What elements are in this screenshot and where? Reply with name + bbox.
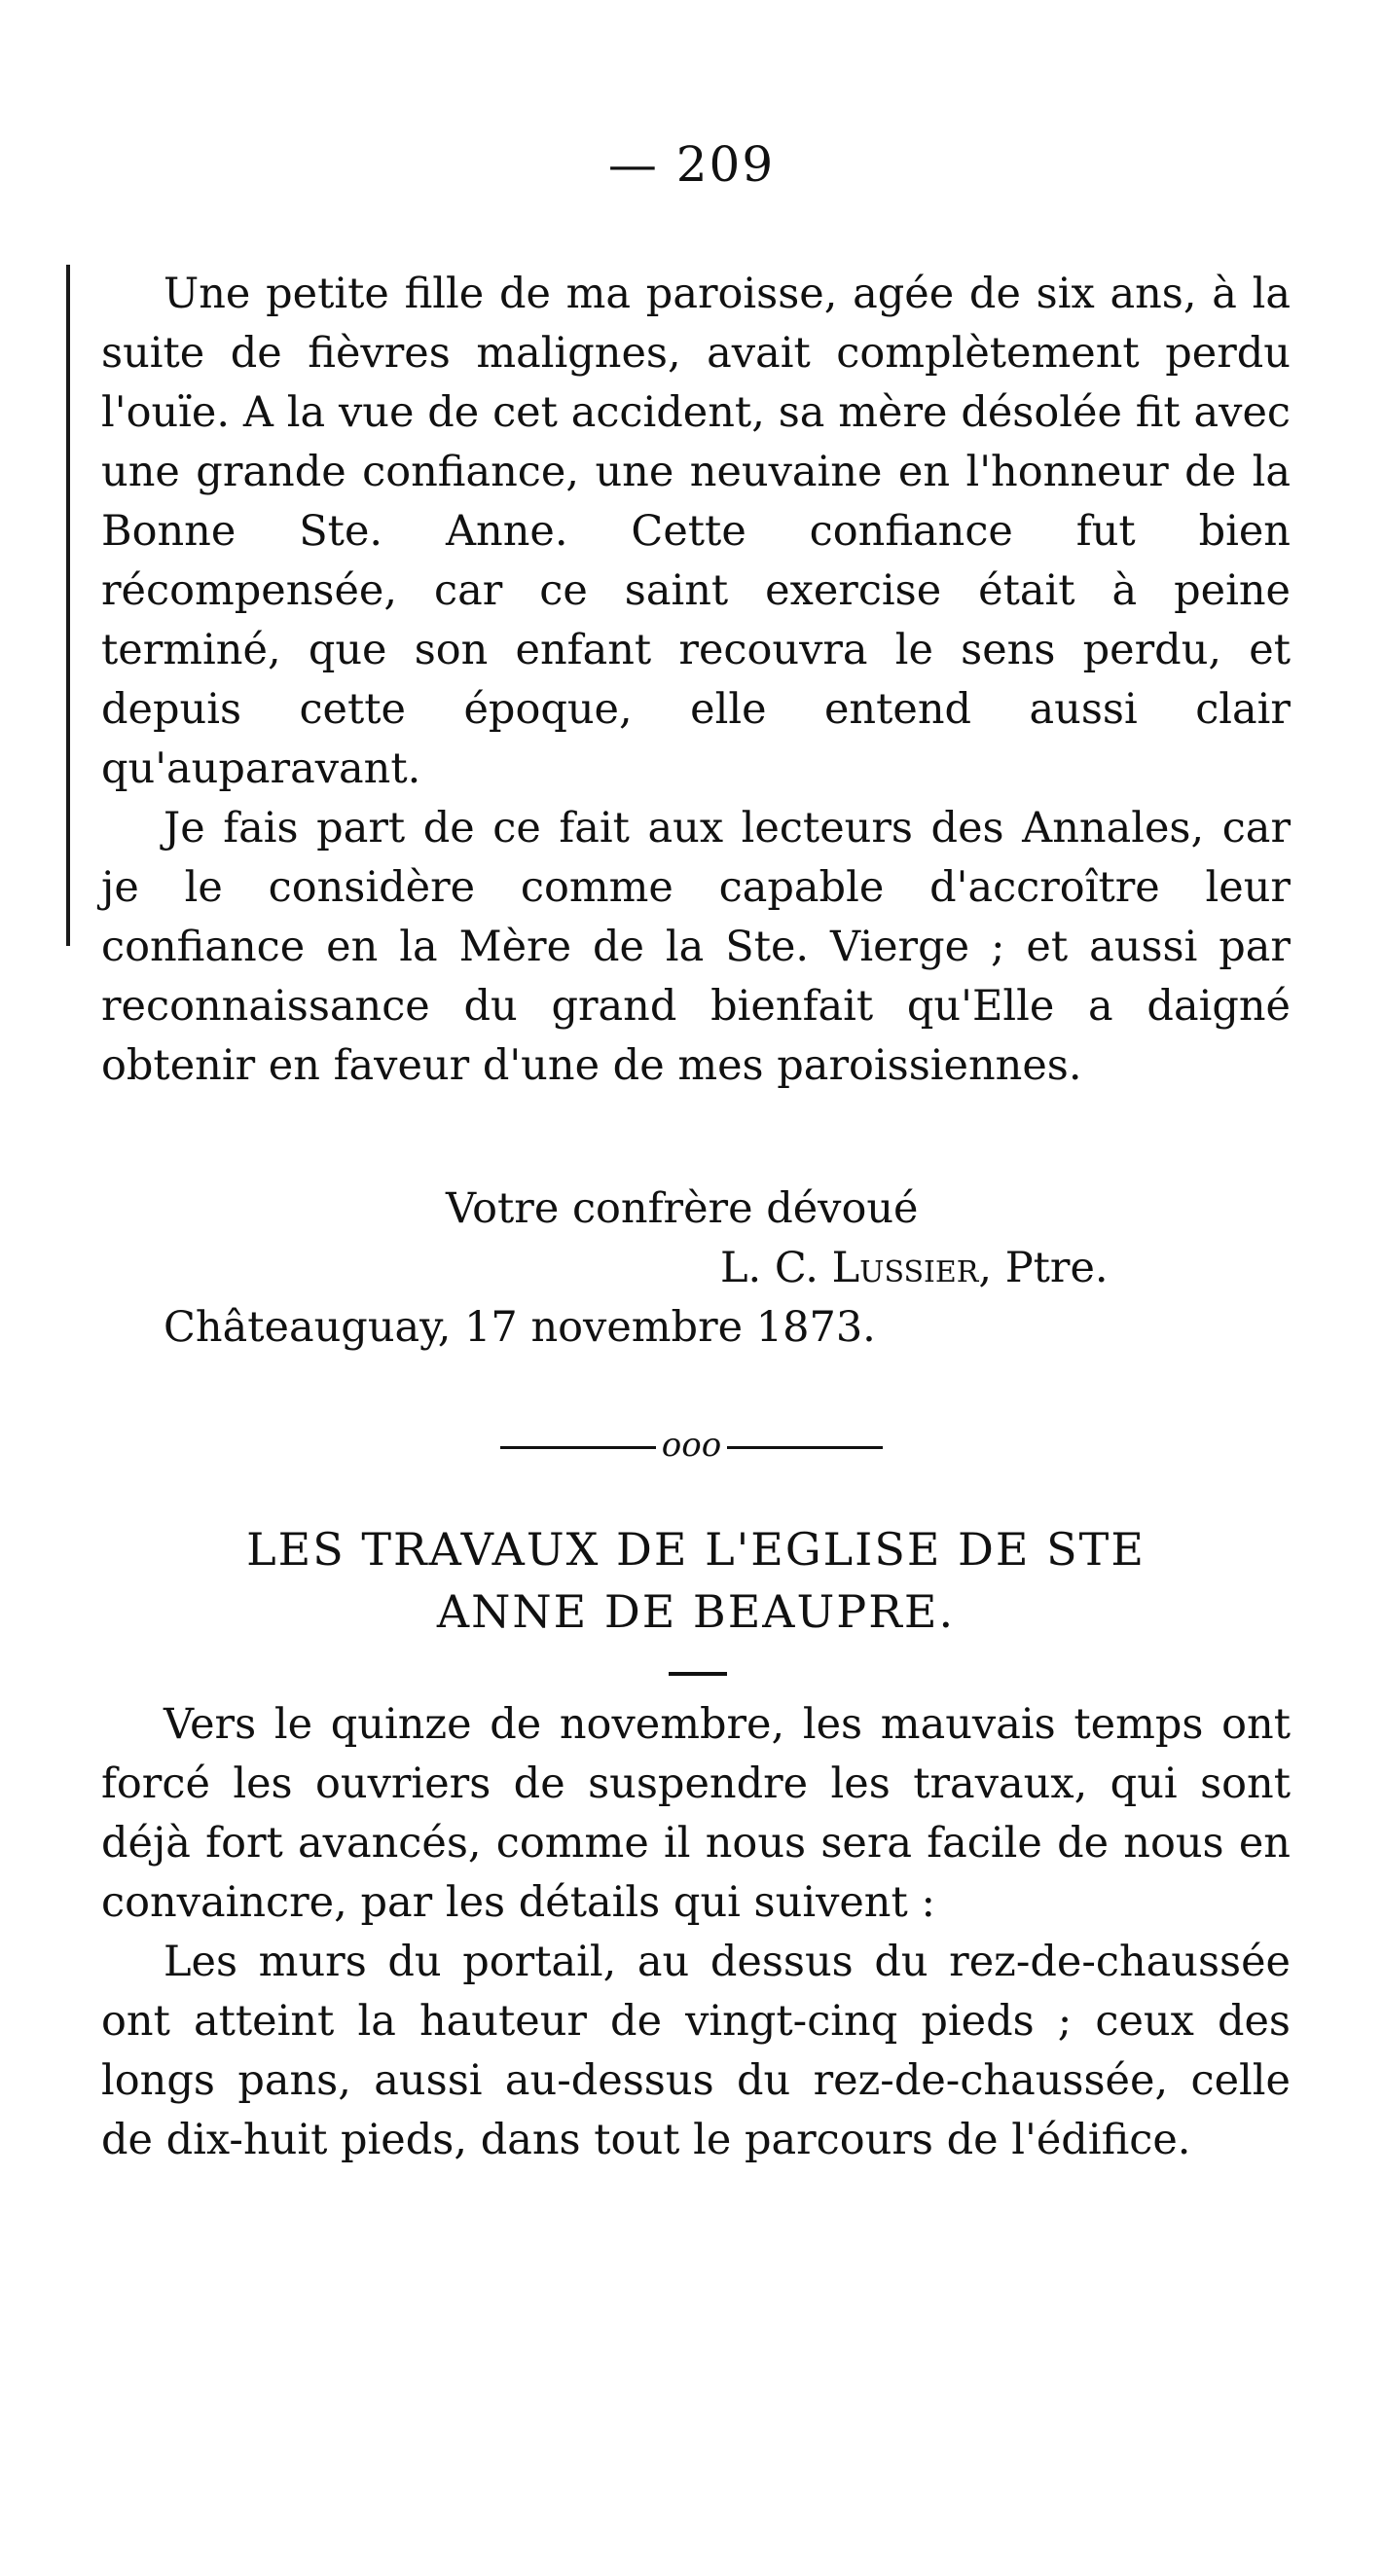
article-body xyxy=(101,1695,1291,2170)
article-paragraph: Vers le quinze de novembre, les mauvais temps ont forcé les ouvriers de suspendre les travaux, qui sont déjà fort avancés, comme il nous sera facile de nous en convaincre, par les détails qui suivent : xyxy=(101,1700,1291,1927)
separator-ornament: ooo xyxy=(661,1426,722,1465)
section-separator xyxy=(0,1426,1383,1465)
letter-place-date: Châteauguay, 17 novembre 1873. xyxy=(164,1303,876,1352)
article-title xyxy=(101,1518,1291,1643)
signature-name: Lussier xyxy=(831,1244,979,1292)
article-title-line: ANNE DE BEAUPRE. xyxy=(436,1585,956,1638)
letter-paragraph: Une petite fille de ma paroisse, agée de six ans, à la suite de fièvres malignes, avait complètement perdu l'ouïe. A la vue de cet accident, sa mère désolée fit avec une grande confiance, une neuvaine en l'honneur de la Bonne Ste. Anne. Cette confiance fut bien récompensée, car ce saint exercise était à peine terminé, que son enfant recouvra le sens perdu, et depuis cette époque, elle entend aussi clair qu'auparavant. xyxy=(101,270,1291,793)
letter-signature xyxy=(720,1239,1109,1298)
margin-rule xyxy=(66,265,70,946)
separator-rule-right xyxy=(727,1446,883,1449)
article-title-line: LES TRAVAUX DE L'EGLISE DE STE xyxy=(246,1523,1146,1576)
page-number: — 209 xyxy=(607,136,776,193)
title-rule xyxy=(669,1672,727,1676)
letter-paragraph: Je fais part de ce fait aux lecteurs des Annales, car je le considère comme capable d'accroître leur confiance en la Mère de la Ste. Vierge ; et aussi par reconnaissance du grand bienfait qu'Elle a daigné obtenir en faveur d'une de mes paroissiennes. xyxy=(101,804,1291,1090)
letter-closing: Votre confrère dévoué xyxy=(446,1184,919,1233)
article-paragraph: Les murs du portail, au dessus du rez-de-chaussée ont atteint la hauteur de vingt-cinq pieds ; ceux des longs pans, aussi au-dessus du rez-de-chaussée, celle de dix-huit pieds, dans tout le parcours de l'édifice. xyxy=(101,1938,1291,2164)
letter-body xyxy=(101,265,1291,1096)
signature-initials: L. C. xyxy=(720,1244,819,1292)
signature-title: , Ptre. xyxy=(978,1244,1109,1292)
separator-rule-left xyxy=(500,1446,656,1449)
